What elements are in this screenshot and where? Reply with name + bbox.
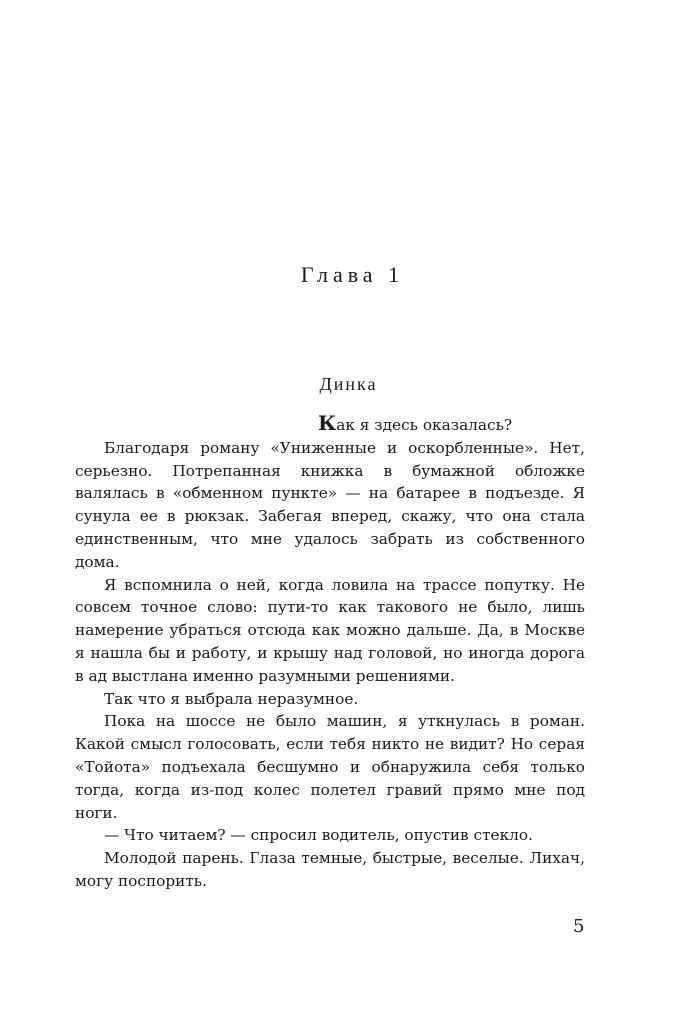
paragraph: — Что читаем? — спросил водитель, опустив стекло. <box>104 826 533 845</box>
paragraph: Я вспомнила о ней, когда ловила на трассе попутку. Не совсем точное слово: пути-то как такового не было, лишь намерение убраться отсюда как можно дальше. Да, в Москве я нашла бы и работу, и крышу над головой, но иногда дорога в ад выстлана именно разумными решениями. <box>75 575 585 685</box>
body-text <box>75 412 585 893</box>
paragraph: Благодаря роману «Униженные и оскорбленные». Нет, серьезно. Потрепанная книжка в бумажной обложке валялась в «обменном пункте» — на батарее в подъезде. Я сунула ее в рюкзак. Забегая вперед, скажу, что она стала единственным, что мне удалось забрать из собственного дома. <box>75 438 585 571</box>
drop-initial: К <box>318 411 337 435</box>
page-number: 5 <box>573 916 585 937</box>
section-title: Динка <box>319 374 378 394</box>
opening-text: ак я здесь оказалась? <box>336 416 513 434</box>
paragraph: Молодой парень. Глаза темные, быстрые, веселые. Лихач, могу поспорить. <box>75 849 585 890</box>
paragraph: Пока на шоссе не было машин, я уткнулась в роман. Какой смысл голосовать, если тебя никто не видит? Но серая «Тойота» подъехала бесшумно и обнаружила себя только тогда, когда из-под колес полетел гравий прямо мне под ноги. <box>75 712 585 822</box>
paragraph: Так что я выбрала неразумное. <box>104 689 359 708</box>
chapter-heading: Глава 1 <box>300 262 405 287</box>
opening-line <box>75 412 585 437</box>
